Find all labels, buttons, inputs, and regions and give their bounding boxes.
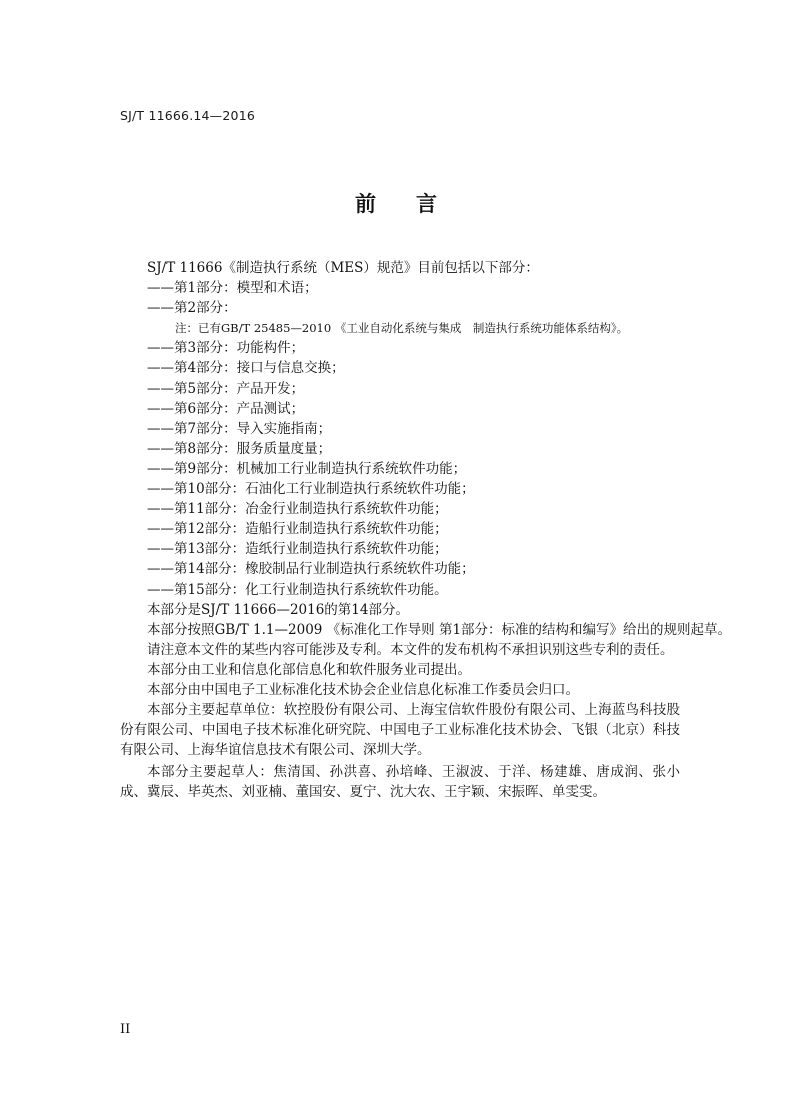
part-item: ——第9部分：机械加工行业制造执行系统软件功能；: [147, 460, 467, 477]
drafting-units-paragraph: 本部分主要起草单位：软控股份有限公司、上海宝信软件股份有限公司、上海蓝鸟科技股份有限公司、中国电子技术标准化研究院、中国电子工业标准化技术协会、飞银（北京）科技有限公司、上海华谊信息技术有限公司、深圳大学。: [120, 702, 680, 759]
page-number: II: [120, 1022, 131, 1037]
part-item: ——第13部分：造纸行业制造执行系统软件功能；: [147, 541, 448, 558]
part-item: ——第6部分：产品测试；: [147, 400, 305, 417]
part-item: ——第12部分：造船行业制造执行系统软件功能；: [147, 521, 448, 538]
statement-line: 本部分按照GB/T 1.1—2009 《标准化工作导则 第1部分：标准的结构和编写》给出的规则起草。: [147, 621, 732, 638]
foreword-body: [120, 258, 732, 803]
part-item: ——第1部分：模型和术语；: [147, 280, 318, 297]
document-code-header: SJ/T 11666.14—2016: [120, 108, 255, 123]
part-item: ——第5部分：产品开发；: [147, 380, 305, 397]
part-item: ——第8部分：服务质量度量；: [147, 440, 332, 457]
statement-line: 请注意本文件的某些内容可能涉及专利。本文件的发布机构不承担识别这些专利的责任。: [147, 641, 674, 658]
page-title: 前言: [355, 192, 477, 216]
part-item: ——第10部分：石油化工行业制造执行系统软件功能；: [147, 481, 475, 498]
drafters-paragraph: 本部分主要起草人：焦清国、孙洪喜、孙培峰、王淑波、于洋、杨建雄、唐成润、张小成、冀辰、毕英杰、刘亚楠、董国安、夏宁、沈大农、王宇颖、宋振晖、单雯雯。: [120, 764, 680, 801]
part-item: ——第3部分：功能构件；: [147, 340, 305, 357]
statement-line: 本部分由中国电子工业标准化技术协会企业信息化标准工作委员会归口。: [147, 681, 579, 698]
intro-line: SJ/T 11666《制造执行系统（MES）规范》目前包括以下部分：: [147, 260, 539, 276]
part-item: ——第15部分：化工行业制造执行系统软件功能。: [147, 581, 448, 598]
part-item: ——第7部分：导入实施指南；: [147, 420, 332, 437]
statement-line: 本部分是SJ/T 11666—2016的第14部分。: [147, 601, 409, 618]
part-item: ——第14部分：橡胶制品行业制造执行系统软件功能；: [147, 561, 475, 578]
part-item: ——第4部分：接口与信息交换；: [147, 360, 345, 377]
part2-note: 注：已有GB/T 25485—2010 《工业自动化系统与集成 制造执行系统功能体系结构》。: [175, 321, 629, 336]
statement-line: 本部分由工业和信息化部信息化和软件服务业司提出。: [147, 661, 471, 678]
part-item: ——第2部分：: [147, 300, 237, 317]
part-item: ——第11部分：冶金行业制造执行系统软件功能；: [147, 501, 448, 518]
